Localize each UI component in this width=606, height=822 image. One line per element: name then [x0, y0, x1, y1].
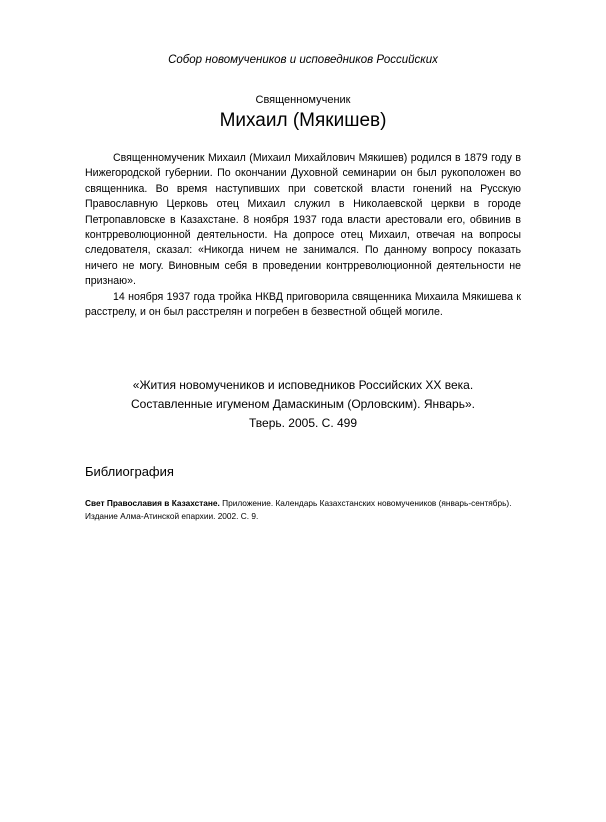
source-line: «Жития новомучеников и исповедников Российских ХХ века. — [132, 378, 474, 392]
source-line: Тверь. 2005. С. 499 — [248, 416, 358, 430]
bibliography-entry — [85, 497, 521, 523]
bibliography-entry-title: Свет Православия в Казахстане. — [85, 498, 220, 508]
saint-rank: Священномученик — [255, 94, 351, 106]
source-line: Составленные игуменом Дамаскиным (Орловским). Январь». — [131, 397, 475, 411]
source-citation — [0, 376, 606, 433]
bibliography-entry-details: Приложение. Календарь Казахстанских новомучеников (январь-сентябрь). Издание Алма-Атинской епархии. 2002. С. 9. — [85, 498, 512, 521]
biography-paragraph: 14 ноября 1937 года тройка НКВД приговорила священника Михаила Мякишева к расстрелу, и он был расстрелян и погребен в безвестной общей могиле. — [85, 290, 521, 319]
biography-text — [85, 151, 521, 320]
saint-name: Михаил (Мякишев) — [219, 110, 387, 131]
bibliography-heading: Библиография — [85, 464, 174, 479]
collection-title: Собор новомучеников и исповедников Российских — [168, 54, 438, 66]
biography-paragraph: Священномученик Михаил (Михаил Михайлович Мякишев) родился в 1879 году в Нижегородской губернии. По окончании Духовной семинарии он был рукоположен во священника. Во время наступивших при советской власти гонений на Русскую Православную Церковь отец Михаил служил в Николаевской церкви в городе Петропавловске в Казахстане. 8 ноября 1937 года власти арестовали его, обвинив в контрреволюционной деятельности. На допросе отец Михаил, отвечая на вопросы следователя, сказал: «Никогда ничем не занимался. По данному вопросу показать ничего не могу. Виновным себя в проведении контрреволюционной деятельности не признаю». — [85, 152, 521, 288]
